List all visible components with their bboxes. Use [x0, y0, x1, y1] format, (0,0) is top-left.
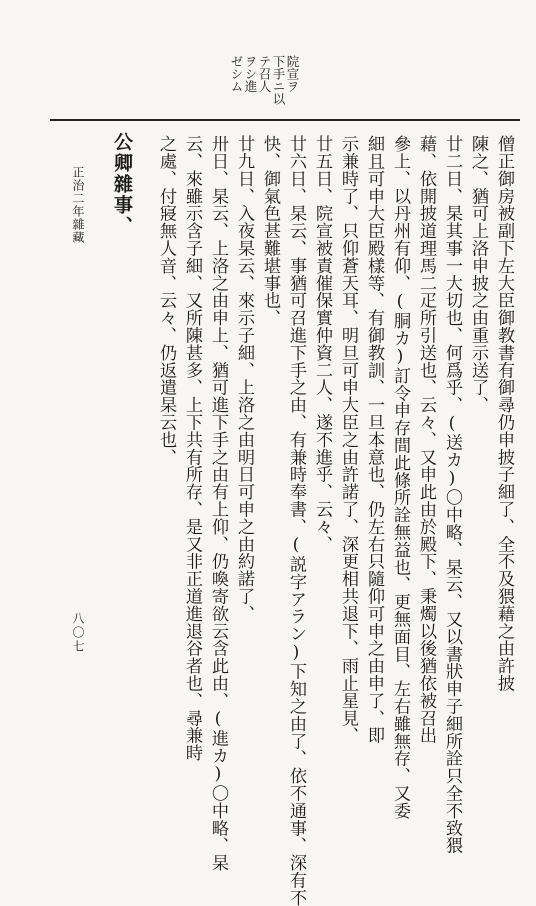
body-line: 陳之、猶可上洛申披之由重示送了、	[468, 135, 488, 414]
body-line: 藉、依開披道理馬二疋所引送也、云々、又申此由於殿下、秉燭以後猶依被召出	[416, 135, 436, 744]
top-note-line: 院宣ヲ	[285, 55, 300, 93]
top-note-line: ヲシ進	[243, 55, 258, 93]
body-line: 廿五日、院宣被責催保實仲資二人、遂不進乎、云々、	[312, 135, 332, 553]
section-heading: 公卿雜事、	[111, 132, 133, 237]
body-line: 廿九日、入夜杲云、來示子細、上洛之由明日可申之由約諾了、	[234, 135, 254, 623]
body-line: 僧正御房被副下左大臣御教書有御尋仍申披子細了、全不及猥藉之由許披	[494, 135, 514, 692]
body-line: 細且可申大臣殿樣等、有御教訓、一旦本意也、仍左右只隨仰可申之由申了、即	[364, 135, 384, 744]
body-line: 示兼時了、只仰蒼天耳、明旦可申大臣之由許諾了、深更相共退下、雨止星見、	[338, 135, 358, 744]
body-line: 參上、以丹州有仰、(胴カ)訂令申存間此條所詮無益也、更無面目、左右雖無存、又委	[390, 135, 410, 820]
header-rule	[50, 119, 520, 121]
body-line: 快、御氣色甚難堪事也、	[260, 135, 280, 327]
body-line: 云、來雖示含子細、又所陳甚多、上下共有所存、是又非正道進退谷者也、尋兼時	[182, 135, 202, 762]
body-line: 廿六日、杲云、事猶可召進下手之由、有兼時奉書、(説字アラン)下知之由了、依不通事、深有不	[286, 135, 306, 906]
body-line: 廿二日、杲其事一大切也、何爲乎、(送カ)〇中略、杲云、又以書狀申子細所詮只全不致猥	[442, 135, 462, 854]
top-note-line: 下手ニ以	[271, 55, 286, 105]
body-line: 卅日、杲云、上洛之由申上、猶可進下手之由有上仰、仍喚寄欲云含此由、(進カ)〇中略、杲	[208, 135, 228, 872]
running-head: 正治二年雜藏	[71, 166, 85, 244]
page-number: 八〇七	[71, 612, 85, 654]
top-note-line: テ召人	[257, 55, 272, 93]
top-note-line: ゼシム	[229, 55, 244, 93]
body-line: 之處、付寢無人音、云々、仍返遣杲云也、	[156, 135, 176, 466]
